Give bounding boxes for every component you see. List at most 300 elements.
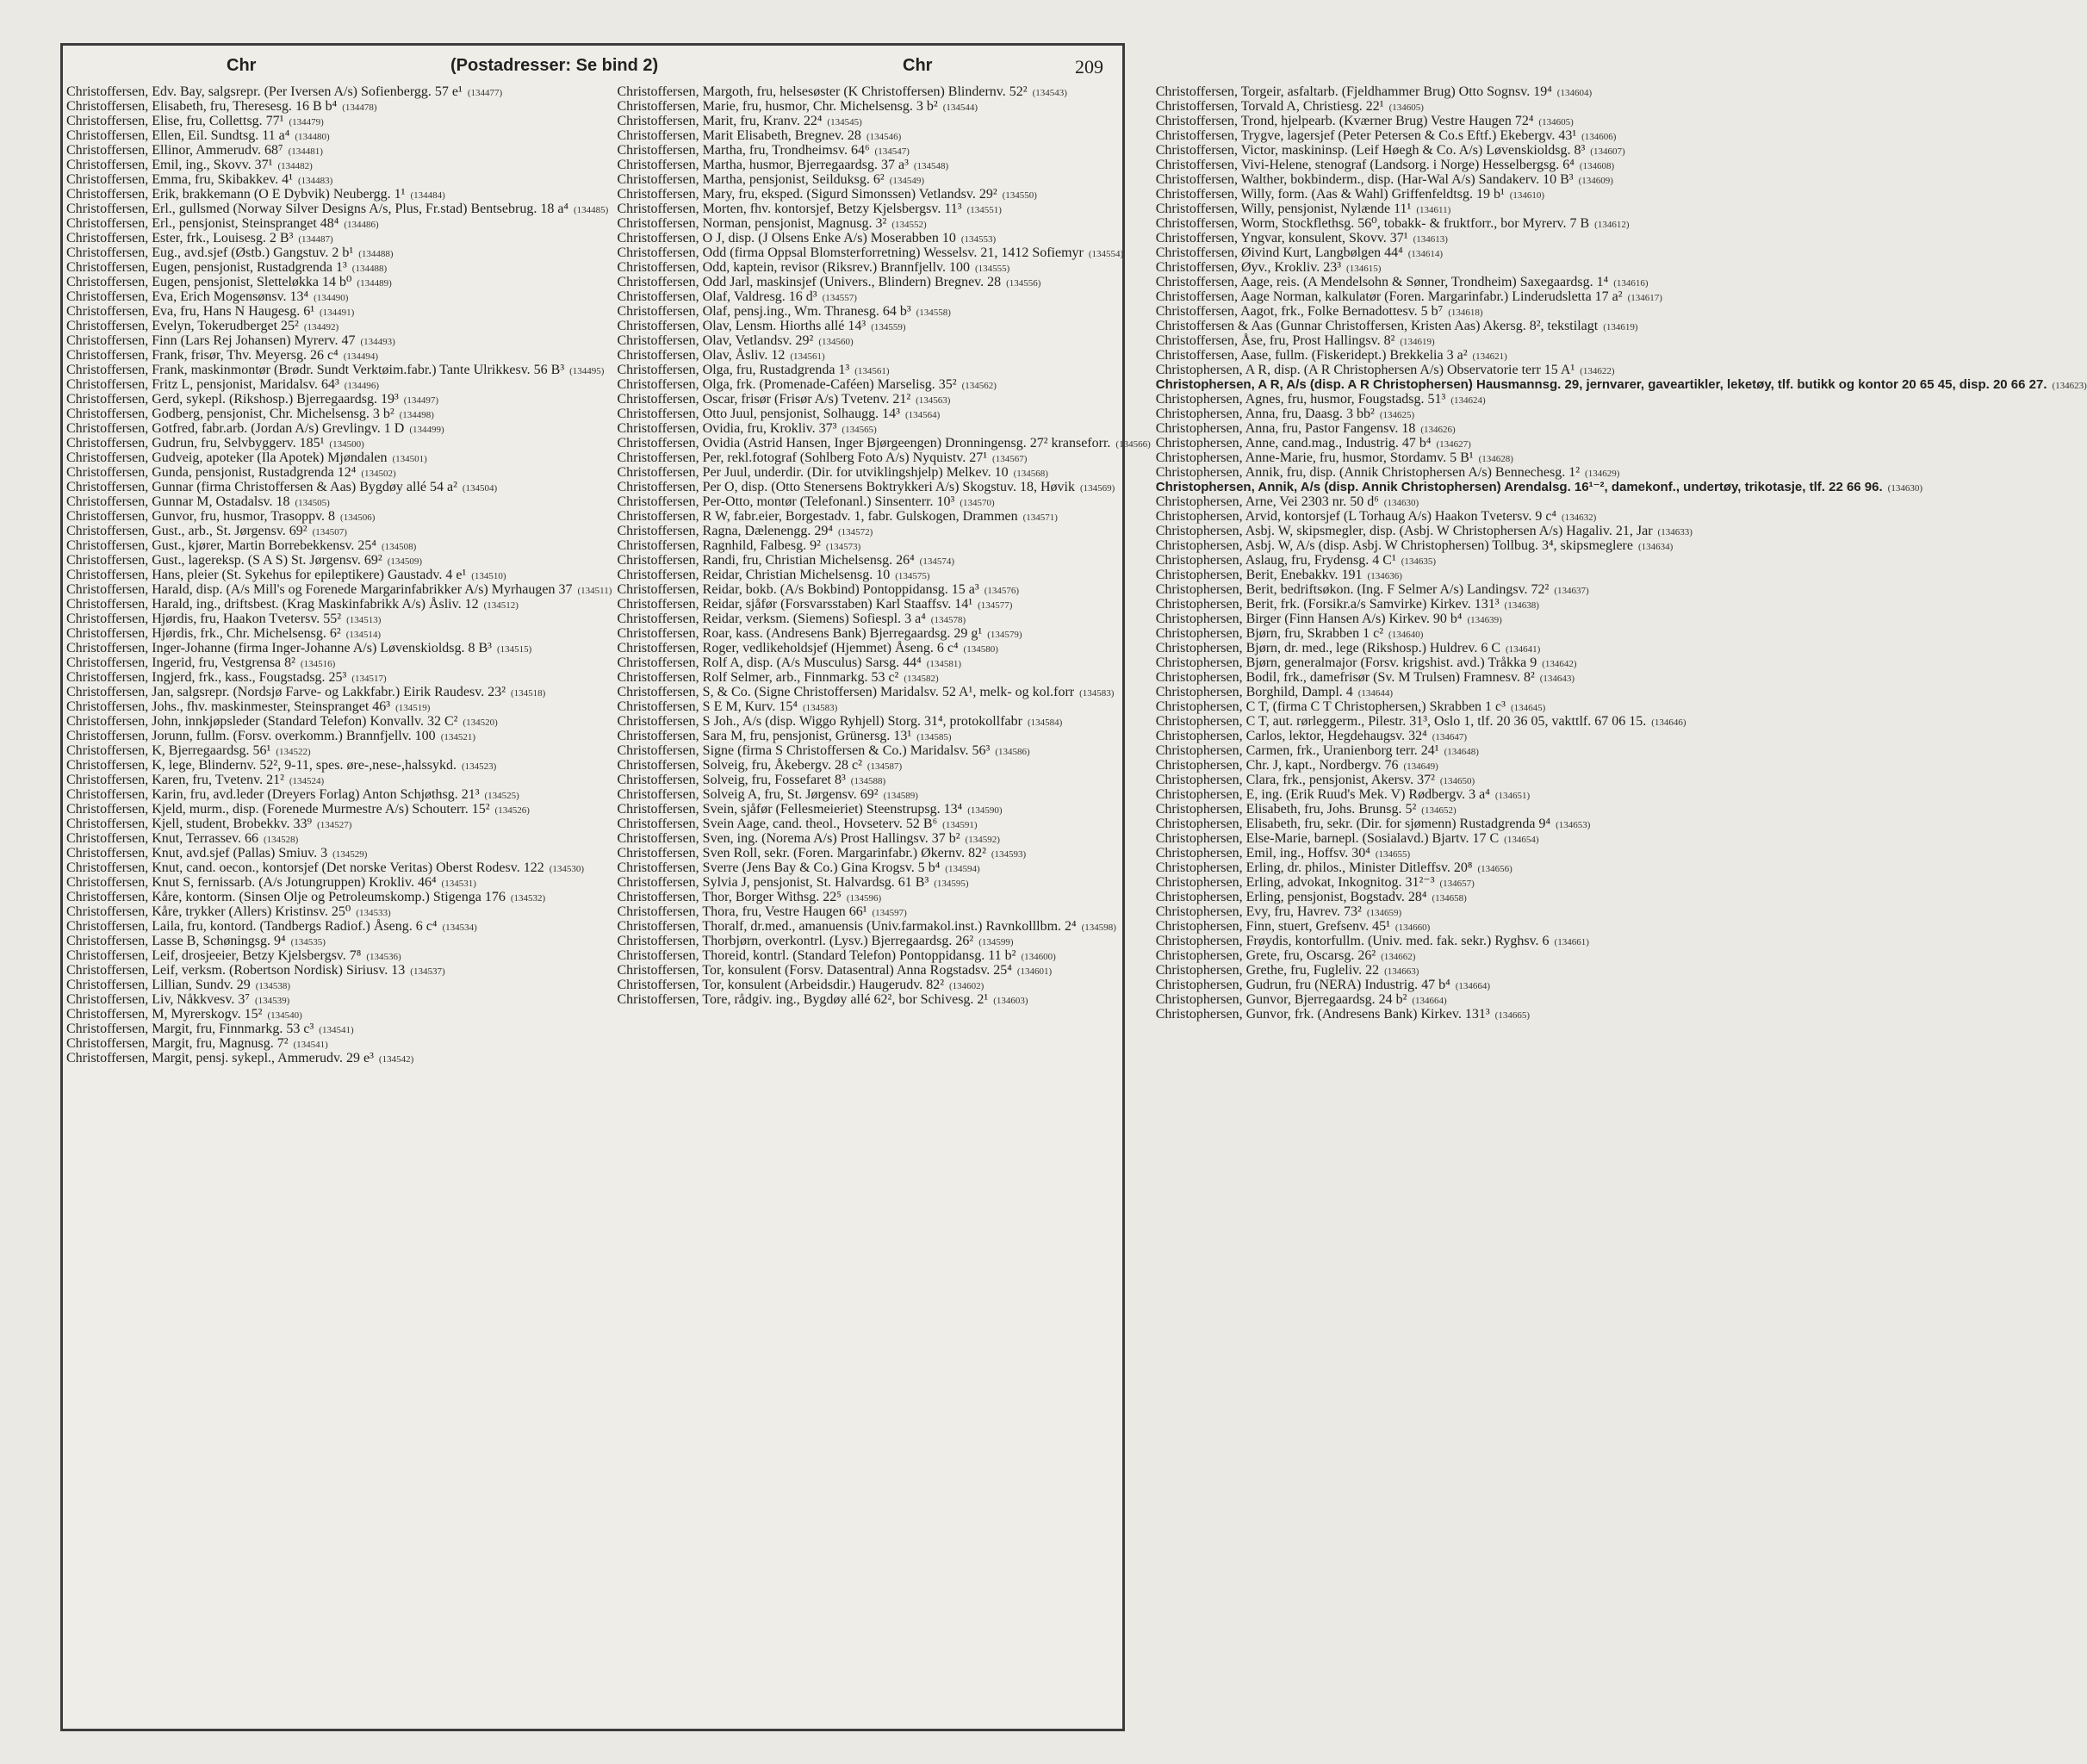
entry-name: Christophersen, Berit, frk. (Forsikr.a/s Samvirke) Kirkev. 131³ [1155, 597, 1500, 612]
entry-name: Christoffersen, Gunnar M, Ostadalsv. 18 [66, 494, 290, 509]
page-number: 209 [1075, 56, 1103, 78]
entry-number: (134491) [320, 307, 355, 318]
directory-entry [1156, 246, 2087, 261]
entry-number: (134500) [329, 439, 364, 450]
directory-entry [66, 188, 612, 202]
entry-number: (134602) [949, 981, 984, 991]
entry-number: (134487) [298, 234, 333, 245]
entry-number: (134571) [1022, 512, 1058, 523]
directory-entry [66, 861, 612, 876]
entry-number: (134644) [1357, 688, 1394, 699]
directory-entry [617, 451, 1150, 466]
directory-entry [617, 525, 1150, 539]
directory-entry [1156, 730, 2087, 744]
entry-name: Christoffersen, Torvald A, Christiesg. 22¹ [1155, 99, 1384, 114]
entry-number: (134655) [1375, 849, 1411, 860]
directory-entry [1156, 949, 2087, 964]
entry-number: (134660) [1394, 922, 1431, 933]
directory-entry [66, 451, 612, 466]
entry-name: Christoffersen, Kjeld, murm., disp. (Forenede Murmestre A/s) Schouterr. 15² [66, 802, 490, 817]
directory-entry [617, 700, 1150, 715]
directory-entry [66, 832, 612, 847]
directory-entry [66, 129, 612, 144]
entry-name: Christophersen, E, ing. (Erik Ruud's Mek. V) Rødbergv. 3 a⁴ [1155, 787, 1490, 802]
entry-name: Christoffersen, Elise, fru, Collettsg. 77¹ [66, 114, 284, 128]
entry-number: (134652) [1421, 805, 1457, 816]
directory-entry [66, 378, 612, 393]
entry-number: (134646) [1651, 717, 1686, 728]
directory-entry [66, 510, 612, 525]
entry-number: (134490) [314, 293, 349, 303]
entry-number: (134586) [995, 747, 1030, 757]
entry-name: Christophersen, Elisabeth, fru, Johs. Brunsg. 5² [1155, 802, 1417, 817]
entry-number: (134518) [511, 688, 546, 699]
directory-entry [617, 583, 1150, 598]
entry-number: (134630) [1383, 498, 1419, 508]
directory-entry [66, 568, 612, 583]
directory-entry [617, 554, 1150, 568]
entry-name: Christoffersen, Gotfred, fabr.arb. (Jordan A/s) Grevlingv. 1 D [66, 421, 405, 436]
entry-number: (134479) [289, 117, 324, 127]
directory-entry [1156, 466, 2087, 481]
entry-number: (134543) [1032, 88, 1067, 98]
entry-number: (134523) [462, 761, 497, 772]
directory-entry [66, 1008, 612, 1022]
directory-entry [617, 290, 1150, 305]
entry-name: Christoffersen, Reidar, sjåfør (Forsvarsstaben) Karl Staaffsv. 14¹ [617, 597, 973, 612]
directory-entry [1156, 993, 2087, 1008]
entry-number: (134537) [410, 966, 445, 977]
entry-number: (134486) [344, 220, 379, 230]
directory-entry [617, 744, 1150, 759]
entry-name: Christophersen, Anne, cand.mag., Industrig. 47 b⁴ [1155, 436, 1432, 450]
directory-entry [66, 246, 612, 261]
entry-number: (134597) [872, 908, 907, 918]
entry-number: (134528) [263, 835, 299, 845]
entry-name: Christoffersen, Odd Jarl, maskinsjef (Univers., Blindern) Bregnev. 28 [617, 275, 1002, 289]
entry-name: Christophersen, Birger (Finn Hansen A/s) Kirkev. 90 b⁴ [1155, 612, 1463, 626]
entry-name: Christophersen, Aslaug, fru, Frydensg. 4 C¹ [1155, 553, 1396, 568]
directory-entry [617, 85, 1150, 100]
entry-name: Christoffersen, Martha, husmor, Bjerregaardsg. 37 a³ [617, 158, 909, 172]
entry-number: (134546) [866, 132, 902, 142]
entry-number: (134530) [549, 864, 585, 874]
entry-number: (134538) [255, 981, 291, 991]
entry-number: (134501) [392, 454, 427, 464]
entry-name: Christoffersen, Roar, kass. (Andresens Bank) Bjerregaardsg. 29 g¹ [617, 626, 983, 641]
directory-entry [66, 261, 612, 276]
entry-name: Christoffersen, Olav, Vetlandsv. 29² [617, 333, 814, 348]
directory-entry [1156, 320, 2087, 334]
directory-entry [1156, 773, 2087, 788]
entry-number: (134613) [1413, 234, 1448, 245]
directory-entry [66, 481, 612, 495]
directory-entry [66, 305, 612, 320]
entry-name: Christophersen, Agnes, fru, husmor, Fougstadsg. 51³ [1155, 392, 1446, 407]
directory-entry [1156, 422, 2087, 437]
entry-name: Christoffersen, Trygve, lagersjef (Peter Petersen & Co.s Eftf.) Ekebergv. 43¹ [1155, 128, 1577, 143]
entry-number: (134520) [463, 717, 498, 728]
directory-entry [66, 276, 612, 290]
directory-entry [1156, 144, 2087, 158]
directory-entry [617, 495, 1150, 510]
directory-entry [66, 407, 612, 422]
entry-name: Christoffersen & Aas (Gunnar Christoffersen, Kristen Aas) Akersg. 8², tekstilagt [1155, 319, 1599, 333]
entry-name: Christoffersen, Hjørdis, frk., Chr. Michelsensg. 6² [66, 626, 341, 641]
entry-name: Christophersen, Chr. J, kapt., Nordbergv. 76 [1155, 758, 1399, 773]
directory-entry [617, 202, 1150, 217]
entry-name: Christoffersen, Erl., gullsmed (Norway Silver Designs A/s, Plus, Fr.stad) Bentsebrug. 18 a⁴ [66, 202, 569, 216]
entry-name: Christophersen, Berit, Enebakkv. 191 [1155, 568, 1363, 582]
directory-entry [1156, 891, 2087, 905]
entry-name: Christoffersen, Kåre, kontorm. (Sinsen Olje og Petroleumskomp.) Stigenga 176 [66, 890, 506, 904]
entry-number: (134535) [290, 937, 326, 947]
entry-number: (134621) [1472, 351, 1507, 362]
directory-entry [66, 144, 612, 158]
entry-number: (134568) [1013, 469, 1048, 479]
entry-name: Christoffersen, Emma, fru, Skibakkev. 4¹ [66, 172, 293, 187]
header-middle: (Postadresser: Se bind 2) [450, 56, 659, 75]
entry-name: Christoffersen, Gerd, sykepl. (Rikshosp.) Bjerregaardsg. 19³ [66, 392, 399, 407]
entry-name: Christoffersen, O J, disp. (J Olsens Enke A/s) Moserabben 10 [617, 231, 956, 245]
directory-entry [1156, 759, 2087, 773]
entry-name: Christoffersen, Emil, ing., Skovv. 37¹ [66, 158, 273, 172]
directory-entry [617, 905, 1150, 920]
directory-entry [1156, 905, 2087, 920]
entry-number: (134636) [1367, 571, 1402, 581]
entry-name: Christoffersen, Kåre, trykker (Allers) Kristinsv. 25⁰ [66, 904, 351, 919]
directory-entry [1156, 100, 2087, 115]
directory-entry [66, 437, 612, 451]
directory-entry [66, 320, 612, 334]
directory-entry [66, 803, 612, 817]
entry-number: (134515) [496, 644, 532, 655]
entry-name: Christoffersen, Gunvor, fru, husmor, Trasoppv. 8 [66, 509, 336, 524]
entry-number: (134629) [1585, 469, 1620, 479]
entry-number: (134532) [510, 893, 546, 904]
entry-name: Christoffersen, Sven Roll, sekr. (Foren. Margarinfabr.) Økernv. 82² [617, 846, 986, 860]
directory-entry [66, 817, 612, 832]
entry-number: (134547) [874, 146, 910, 157]
directory-entry [66, 788, 612, 803]
directory-entry [1156, 876, 2087, 891]
entry-number: (134638) [1504, 600, 1539, 611]
entry-name: Christophersen, Frøydis, kontorfullm. (Univ. med. fak. sekr.) Ryghsv. 6 [1155, 934, 1550, 948]
entry-name: Christoffersen, Margit, pensj. sykepl., Ammerudv. 29 e³ [66, 1051, 374, 1065]
entry-name: Christoffersen, Aase, fullm. (Fiskeridept.) Brekkelia 3 a² [1155, 348, 1468, 363]
entry-number: (134557) [822, 293, 857, 303]
entry-number: (134511) [577, 586, 612, 596]
entry-name: Christoffersen, Finn (Lars Rej Johansen) Myrerv. 47 [66, 333, 356, 348]
entry-name: Christoffersen, Rolf Selmer, arb., Finnmarkg. 53 c² [617, 670, 899, 685]
directory-entry [66, 85, 612, 100]
directory-entry [66, 232, 612, 246]
entry-number: (134553) [960, 234, 997, 245]
column-2 [617, 85, 1150, 1722]
entry-name: Christoffersen, Eugen, pensjonist, Rustadgrenda 1³ [66, 260, 347, 275]
directory-entry [66, 876, 612, 891]
entry-number: (134544) [942, 102, 978, 113]
entry-name: Christoffersen, Frank, maskinmontør (Brødr. Sundt Verktøim.fabr.) Tante Ulrikkesv. 56 B³ [66, 363, 565, 377]
entry-name: Christoffersen, Harald, ing., driftsbest. (Krag Maskinfabrikk A/s) Åsliv. 12 [66, 597, 479, 612]
entry-name: Christoffersen, Solveig, fru, Åkebergv. 28 c² [617, 758, 862, 773]
entry-name: Christoffersen, Ovidia (Astrid Hansen, Inger Bjørgeengen) Dronningensg. 27² kranseforr. [617, 436, 1111, 450]
directory-entry [1156, 817, 2087, 832]
entry-number: (134549) [889, 176, 925, 186]
entry-number: (134642) [1542, 659, 1577, 669]
directory-entry [617, 656, 1150, 671]
entry-name: Christoffersen, Olga, fru, Rustadgrenda 1³ [617, 363, 850, 377]
entry-name: Christoffersen, Olav, Åsliv. 12 [617, 348, 786, 363]
directory-entry [617, 642, 1150, 656]
entry-name: Christoffersen, Aage, reis. (A Mendelsohn & Sønner, Trondheim) Saxegaardsg. 1⁴ [1155, 275, 1609, 289]
entry-number: (134610) [1509, 190, 1545, 201]
directory-entry [1156, 232, 2087, 246]
directory-entry [1156, 686, 2087, 700]
entry-name: Christophersen, Evy, fru, Havrev. 73² [1155, 904, 1362, 919]
entry-name: Christoffersen, Olav, Lensm. Hiorths allé 14³ [617, 319, 866, 333]
entry-number: (134551) [966, 205, 1002, 215]
entry-name: Christoffersen, Ellen, Eil. Sundtsg. 11 a⁴ [66, 128, 290, 143]
entry-name: Christophersen, Else-Marie, barnepl. (Sosialavd.) Bjartv. 17 C [1155, 831, 1500, 846]
directory-entry [617, 773, 1150, 788]
entry-number: (134612) [1594, 220, 1630, 230]
entry-number: (134497) [403, 395, 439, 406]
directory-entry [1156, 525, 2087, 539]
directory-entry [617, 115, 1150, 129]
entry-number: (134495) [569, 366, 605, 376]
entry-number: (134605) [1388, 102, 1424, 113]
entry-name: Christoffersen, Marit Elisabeth, Bregnev. 28 [617, 128, 861, 143]
directory-entry [617, 539, 1150, 554]
entry-number: (134502) [361, 469, 396, 479]
entry-number: (134510) [471, 571, 506, 581]
entry-number: (134548) [913, 161, 949, 171]
entry-number: (134493) [360, 337, 395, 347]
directory-entry [66, 217, 612, 232]
directory-entry [617, 510, 1150, 525]
entry-number: (134580) [963, 644, 998, 655]
entry-name: Christoffersen, Lasse B, Schøningsg. 9⁴ [66, 934, 286, 948]
entry-name: Christoffersen, Margit, fru, Magnusg. 7² [66, 1036, 289, 1051]
entry-name: Christoffersen, Jorunn, fullm. (Forsv. overkomm.) Brannfjellv. 100 [66, 729, 436, 743]
entry-number: (134614) [1407, 249, 1444, 259]
entry-number: (134588) [850, 776, 886, 786]
directory-entry [617, 320, 1150, 334]
entry-number: (134573) [825, 542, 861, 552]
entry-name: Christoffersen, Eugen, pensjonist, Sletteløkka 14 b⁰ [66, 275, 352, 289]
entry-name: Christoffersen, Thora, fru, Vestre Haugen 66¹ [617, 904, 867, 919]
entry-name: Christoffersen, Oscar, frisør (Frisør A/s) Tvetenv. 21² [617, 392, 911, 407]
directory-entry [617, 920, 1150, 935]
entry-number: (134505) [295, 498, 330, 508]
directory-entry [617, 627, 1150, 642]
entry-number: (134508) [381, 542, 417, 552]
entry-name: Christophersen, Bjørn, fru, Skrabben 1 c² [1155, 626, 1384, 641]
entry-name: Christoffersen, Thoralf, dr.med., amanuensis (Univ.farmakol.inst.) Ravnkolllbm. 2⁴ [617, 919, 1077, 934]
entry-name: Christoffersen, Harald, disp. (A/s Mill's og Forenede Margarinfabrikker A/s) Myrhaugen 37 [66, 582, 573, 597]
entry-name: Christophersen, Anna, fru, Pastor Fangensv. 18 [1155, 421, 1416, 436]
directory-entry [617, 978, 1150, 993]
entry-number: (134485) [574, 205, 609, 215]
entry-name: Christophersen, Asbj. W, A/s (disp. Asbj. W Christophersen) Tollbug. 3⁴, skipsmeglere [1155, 538, 1633, 553]
entry-number: (134625) [1379, 410, 1415, 420]
entry-number: (134583) [803, 703, 838, 713]
entry-name: Christoffersen, Victor, maskininsp. (Leif Høegh & Co. A/s) Løvenskioldsg. 8³ [1155, 143, 1586, 158]
entry-number: (134661) [1554, 937, 1589, 947]
directory-entry [617, 305, 1150, 320]
entry-number: (134574) [919, 556, 954, 567]
directory-entry [66, 920, 612, 935]
entry-number: (134641) [1505, 644, 1541, 655]
entry-number: (134492) [303, 322, 339, 332]
entry-number: (134645) [1510, 703, 1546, 713]
directory-entry [66, 100, 612, 115]
entry-name: Christoffersen, Inger-Johanne (firma Inger-Johanne A/s) Løvenskioldsg. 8 B³ [66, 641, 492, 655]
directory-entry [617, 334, 1150, 349]
directory-entry [1156, 334, 2087, 349]
entry-number: (134637) [1554, 586, 1589, 596]
entry-number: (134608) [1579, 161, 1615, 171]
directory-entry [617, 759, 1150, 773]
entry-name: Christoffersen, S, & Co. (Signe Christoffersen) Maridalsv. 52 A¹, melk- og kol.forr [617, 685, 1075, 699]
entry-name: Christoffersen, Per, rekl.fotograf (Sohlberg Foto A/s) Nyquistv. 27¹ [617, 450, 988, 465]
entry-number: (134619) [1400, 337, 1435, 347]
entry-name: Christoffersen, Thoreid, kontrl. (Standard Telefon) Pontoppidansg. 11 b² [617, 948, 1016, 963]
entry-name: Christoffersen, Frank, frisør, Thv. Meyersg. 26 c⁴ [66, 348, 339, 363]
entry-number: (134591) [942, 820, 978, 830]
entry-name: Christophersen, A R, disp. (A R Christophersen A/s) Observatorie terr 15 A¹ [1155, 363, 1575, 377]
directory-entry [617, 935, 1150, 949]
entry-number: (134540) [267, 1010, 302, 1021]
entry-name: Christoffersen, Evelyn, Tokerudberget 25² [66, 319, 299, 333]
entry-name: Christophersen, Bodil, frk., damefrisør (Sv. M Trulsen) Framnesv. 8² [1155, 670, 1535, 685]
entry-name: Christoffersen, Åse, fru, Prost Hallingsv. 8² [1155, 333, 1395, 348]
entry-number: (134526) [494, 805, 530, 816]
entry-number: (134576) [984, 586, 1020, 596]
directory-entry [617, 393, 1150, 407]
entry-number: (134653) [1556, 820, 1591, 830]
entry-number: (134541) [293, 1040, 328, 1050]
entry-number: (134527) [317, 820, 352, 830]
directory-entry [1156, 349, 2087, 363]
directory-entry [617, 671, 1150, 686]
entry-name: Christoffersen, Worm, Stockflethsg. 56⁰, tobakk- & fruktforr., bor Myrerv. 7 B [1155, 216, 1590, 231]
entry-name: Christoffersen, Tor, konsulent (Arbeidsdir.) Haugerudv. 82² [617, 978, 944, 992]
entry-name: Christophersen, Finn, stuert, Grefsenv. 45¹ [1155, 919, 1390, 934]
entry-name: Christoffersen, Tor, konsulent (Forsv. Datasentral) Anna Rogstadsv. 25⁴ [617, 963, 1012, 978]
directory-entry [617, 144, 1150, 158]
entry-number: (134596) [846, 893, 882, 904]
entry-name: Christoffersen, Sverre (Jens Bay & Co.) Gina Krogsv. 5 b⁴ [617, 860, 941, 875]
entry-name: Christoffersen, Per O, disp. (Otto Stenersens Boktrykkeri A/s) Skogstuv. 18, Høvik [617, 480, 1075, 494]
entry-name: Christophersen, Carlos, lektor, Hegdehaugsv. 32⁴ [1155, 729, 1427, 743]
directory-entry [66, 773, 612, 788]
column-1 [66, 85, 612, 1722]
entry-number: (134651) [1494, 791, 1531, 801]
entry-number: (134498) [399, 410, 434, 420]
entry-name: Christophersen, Anna, fru, Daasg. 3 bb² [1155, 407, 1375, 421]
directory-entry [617, 964, 1150, 978]
entry-number: (134618) [1448, 307, 1483, 318]
header-left: Chr [227, 56, 257, 75]
entry-number: (134658) [1432, 893, 1467, 904]
directory-entry [66, 935, 612, 949]
entry-number: (134561) [854, 366, 890, 376]
directory-entry [1156, 715, 2087, 730]
directory-entry [617, 803, 1150, 817]
entry-number: (134531) [441, 879, 476, 889]
entry-name: Christoffersen, Gust., arb., St. Jørgensv. 69² [66, 524, 307, 538]
entry-name: Christophersen, Gunvor, frk. (Andresens Bank) Kirkev. 131³ [1155, 1007, 1490, 1022]
entry-number: (134606) [1581, 132, 1617, 142]
entry-name: Christoffersen, Ovidia, fru, Krokliv. 37³ [617, 421, 837, 436]
entry-number: (134595) [934, 879, 969, 889]
entry-name: Christophersen, Erling, advokat, Inkognitog. 31²⁻³ [1155, 875, 1435, 890]
entry-number: (134622) [1580, 366, 1615, 376]
entry-number: (134604) [1556, 88, 1593, 98]
directory-entry [66, 730, 612, 744]
entry-number: (134561) [790, 351, 825, 362]
entry-number: (134516) [300, 659, 336, 669]
entry-name: Christoffersen, Per Juul, underdir. (Dir. for utviklingshjelp) Melkev. 10 [617, 465, 1009, 480]
entry-name: Christoffersen, Solveig A, fru, St. Jørgensv. 69² [617, 787, 879, 802]
directory-entry [1156, 407, 2087, 422]
entry-number: (134615) [1346, 264, 1382, 274]
directory-entry [1156, 978, 2087, 993]
directory-entry [617, 232, 1150, 246]
directory-entry [1156, 612, 2087, 627]
entry-number: (134583) [1079, 688, 1115, 699]
directory-entry [66, 334, 612, 349]
entry-name: Christoffersen, Gudveig, apoteker (Ila Apotek) Mjøndalen [66, 450, 388, 465]
directory-entry [617, 949, 1150, 964]
directory-entry [1156, 290, 2087, 305]
entry-name: Christoffersen, Laila, fru, kontord. (Tandbergs Radiof.) Åseng. 6 c⁴ [66, 919, 438, 934]
directory-entry [617, 276, 1150, 290]
directory-entry [66, 978, 612, 993]
entry-name: Christoffersen, Reidar, Christian Michelsensg. 10 [617, 568, 891, 582]
entry-name: Christoffersen, Ragnhild, Falbesg. 9² [617, 538, 821, 553]
entry-number: (134663) [1384, 966, 1419, 977]
entry-number: (134656) [1477, 864, 1512, 874]
directory-entry [617, 993, 1150, 1008]
entry-name: Christoffersen, Olga, frk. (Promenade-Caféen) Marselisg. 35² [617, 377, 957, 392]
directory-entry [617, 378, 1150, 393]
entry-name: Christoffersen, Margit, fru, Finnmarkg. 53 c³ [66, 1022, 314, 1036]
entry-number: (134654) [1504, 835, 1539, 845]
directory-entry [1156, 173, 2087, 188]
directory-entry [66, 554, 612, 568]
entry-name: Christoffersen, Hjørdis, fru, Haakon Tvetersv. 55² [66, 612, 342, 626]
entry-name: Christoffersen, Olaf, pensj.ing., Wm. Thranesg. 64 b³ [617, 304, 911, 319]
entry-name: Christoffersen, Johs., fhv. maskinmester, Steinspranget 46³ [66, 699, 391, 714]
entry-number: (134643) [1539, 674, 1575, 684]
entry-number: (134590) [967, 805, 1003, 816]
entry-name: Christoffersen, Morten, fhv. kontorsjef, Betzy Kjelsbergsv. 11³ [617, 202, 962, 216]
entry-number: (134512) [483, 600, 519, 611]
entry-name: Christoffersen, S E M, Kurv. 15⁴ [617, 699, 798, 714]
directory-entry [617, 788, 1150, 803]
entry-number: (134534) [442, 922, 477, 933]
entry-name: Christoffersen, Roger, vedlikeholdsjef (Hjemmet) Åseng. 6 c⁴ [617, 641, 959, 655]
directory-entry [1156, 744, 2087, 759]
entry-number: (134504) [462, 483, 498, 494]
directory-entry [1156, 451, 2087, 466]
directory-entry [617, 129, 1150, 144]
directory-entry [617, 730, 1150, 744]
entry-number: (134488) [351, 264, 388, 274]
